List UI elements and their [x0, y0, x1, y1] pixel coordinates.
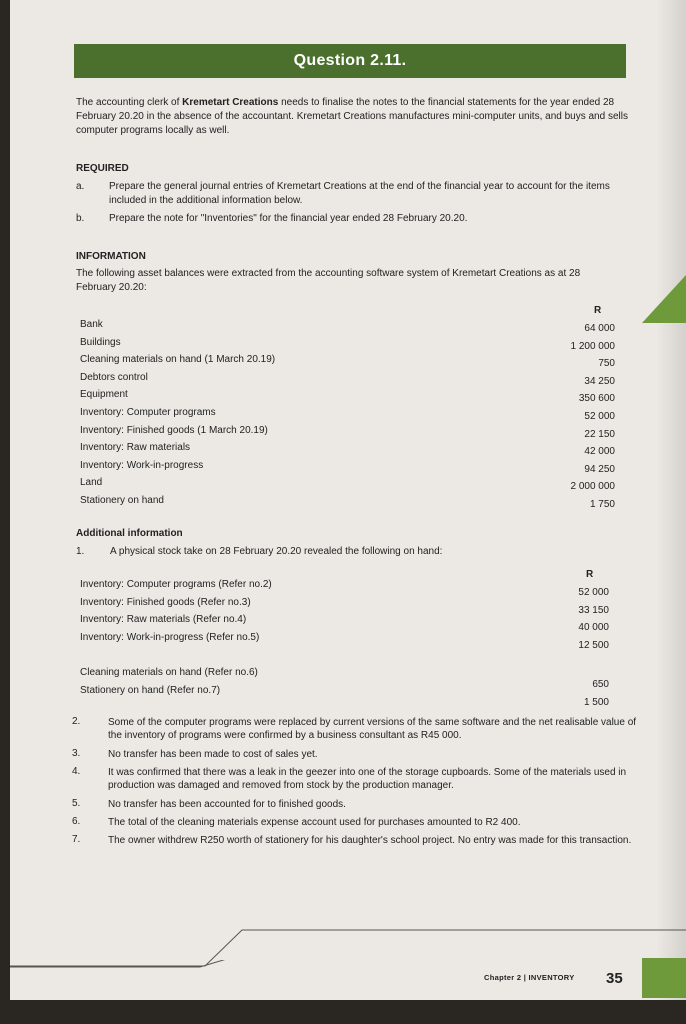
balance-label: Inventory: Raw materials [80, 442, 191, 454]
balances-labels [80, 316, 275, 510]
note-6-number: 6. [72, 816, 81, 827]
chapter-label: Chapter 2 [484, 973, 522, 982]
information-intro: The following asset balances were extracted from the accounting software system of Kremetart Creations as at 28 February 20.20: [76, 268, 581, 293]
consumable-label: Stationery on hand (Refer no.7) [80, 684, 221, 696]
note-7-text: The owner withdrew R250 worth of stationery for his daughter's school project. No entry was made for this transaction. [108, 835, 632, 846]
footer-green-block [642, 958, 686, 998]
note-3-text: No transfer has been made to cost of sales yet. [108, 749, 318, 760]
note-3-number: 3. [72, 748, 81, 759]
stock-label: Inventory: Work-in-progress (Refer no.5) [80, 631, 260, 643]
note-4-number: 4. [72, 766, 81, 777]
required-b-text: Prepare the note for "Inventories" for the financial year ended 28 February 20.20. [109, 213, 468, 224]
additional-heading: Additional information [76, 528, 183, 539]
balance-label: Land [80, 477, 103, 489]
balance-label: Inventory: Finished goods (1 March 20.19) [80, 424, 268, 436]
balance-label: Equipment [80, 389, 128, 401]
stock-labels [80, 576, 272, 646]
question-title: Question 2.11. [74, 44, 626, 78]
balance-value: 2 000 000 [570, 481, 615, 493]
balance-value: 1 750 [589, 498, 615, 510]
note-7-number: 7. [72, 834, 81, 845]
balance-value: 750 [598, 358, 615, 370]
balance-label: Stationery on hand [80, 494, 164, 506]
footer-chapter [484, 973, 575, 982]
balances-currency: R [594, 305, 602, 316]
required-heading: REQUIRED [76, 163, 129, 174]
balance-value: 350 600 [578, 393, 615, 405]
information-heading: INFORMATION [76, 251, 146, 262]
note-1-number: 1. [76, 546, 85, 557]
balance-label: Buildings [80, 336, 121, 348]
balance-value: 34 250 [584, 375, 615, 387]
stock-currency: R [586, 569, 594, 580]
footer-rule [10, 928, 686, 968]
stock-values [534, 584, 609, 654]
required-a-marker: a. [76, 181, 85, 192]
consumable-label: Cleaning materials on hand (Refer no.6) [80, 667, 258, 678]
stock-label: Inventory: Raw materials (Refer no.4) [80, 614, 247, 626]
note-5-text: No transfer has been accounted for to finished goods. [108, 799, 346, 810]
required-b-marker: b. [76, 213, 85, 224]
balance-label: Cleaning materials on hand (1 March 20.19) [80, 354, 276, 366]
section-label: INVENTORY [528, 973, 575, 982]
balance-value: 64 000 [584, 323, 615, 334]
note-2-text: Some of the computer programs were replaced by current versions of the same software and the net realisable value of the inventory of programs were confirmed by a business consultant as R45 000. [108, 717, 637, 741]
stock-label: Inventory: Finished goods (Refer no.3) [80, 596, 251, 608]
balance-value: 42 000 [584, 446, 615, 458]
balance-value: 94 250 [584, 463, 615, 475]
green-corner-tab [642, 275, 686, 323]
stock-label: Inventory: Computer programs (Refer no.2) [80, 579, 272, 590]
balance-label: Debtors control [80, 371, 148, 383]
stock-value: 12 500 [578, 639, 609, 651]
page-shadow [656, 0, 686, 1000]
note-5-number: 5. [72, 798, 81, 809]
consumable-value: 1 500 [583, 696, 609, 708]
consumable-value: 650 [592, 679, 609, 690]
note-6-text: The total of the cleaning materials expense account used for purchases amounted to R2 400. [108, 817, 521, 828]
balances-values [540, 320, 615, 514]
balance-label: Bank [80, 319, 103, 330]
footer-separator: | [523, 973, 527, 982]
required-a-text: Prepare the general journal entries of Kremetart Creations at the end of the financial year to account for the items included in the additional information below. [109, 181, 610, 206]
stock-value: 52 000 [578, 587, 609, 598]
balance-value: 22 150 [584, 428, 615, 440]
consumables-labels [80, 664, 258, 699]
intro-pre: The accounting clerk of [76, 97, 183, 108]
balance-value: 52 000 [584, 410, 615, 422]
stock-value: 33 150 [578, 604, 609, 616]
note-4-text: It was confirmed that there was a leak in the geezer into one of the storage cupboards. Some of the materials used in production was damaged and removed from stock by the production manager. [108, 767, 627, 791]
balance-label: Inventory: Computer programs [80, 406, 216, 418]
textbook-page [10, 0, 686, 1000]
page-number: 35 [606, 970, 623, 987]
stock-value: 40 000 [578, 622, 609, 634]
balance-value: 1 200 000 [570, 340, 615, 352]
note-2-number: 2. [72, 716, 81, 727]
intro-post: needs to finalise the notes to the financial statements for the year ended 28 February 20.20 in the absence of the accountant. Kremetart Creations manufactures mini-computer units, and buys and sells computer programs locally as well. [76, 97, 628, 136]
company-name: Kremetart Creations [182, 97, 279, 108]
intro-paragraph [76, 96, 636, 138]
balance-label: Inventory: Work-in-progress [80, 459, 204, 471]
consumables-values [534, 676, 609, 711]
note-1-text: A physical stock take on 28 February 20.20 revealed the following on hand: [110, 546, 443, 557]
